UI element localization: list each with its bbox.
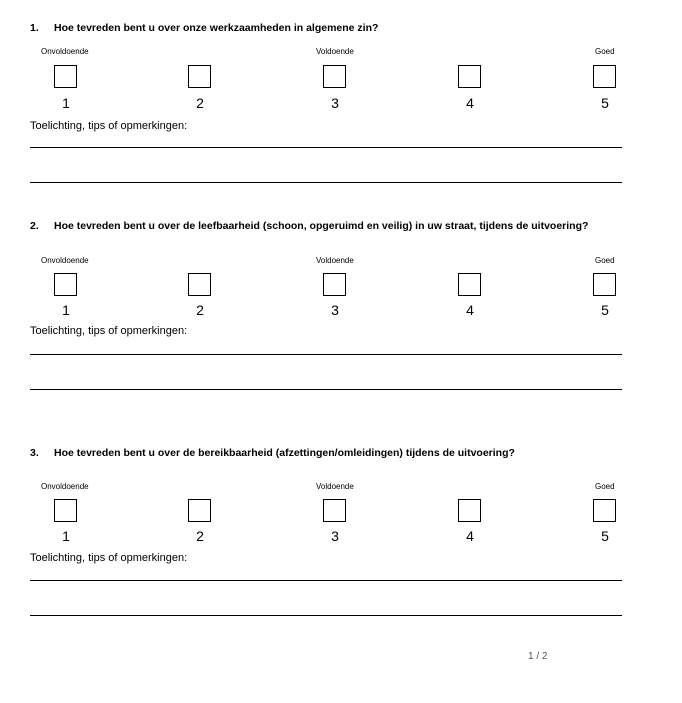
- rating-checkbox-3[interactable]: [323, 499, 346, 522]
- rating-number-1: 1: [62, 302, 70, 318]
- rating-checkbox-5[interactable]: [593, 273, 616, 296]
- anchor-low-label: Onvoldoende: [41, 47, 89, 56]
- rating-number-4: 4: [466, 95, 474, 111]
- rating-checkbox-5[interactable]: [593, 65, 616, 88]
- rating-number-4: 4: [466, 528, 474, 544]
- question-title: [30, 446, 515, 460]
- rating-checkbox-1[interactable]: [54, 65, 77, 88]
- rating-number-3: 3: [331, 302, 339, 318]
- rating-checkbox-2[interactable]: [188, 65, 211, 88]
- remark-label: Toelichting, tips of opmerkingen:: [30, 552, 188, 564]
- question-title: [30, 219, 588, 233]
- anchor-high-label: Goed: [595, 482, 615, 491]
- question-text: Hoe tevreden bent u over de bereikbaarheid (afzettingen/omleidingen) tijdens de uitvoering?: [54, 447, 515, 459]
- rating-checkbox-1[interactable]: [54, 273, 77, 296]
- question-3: [0, 446, 682, 646]
- remark-line-1[interactable]: [30, 147, 622, 148]
- question-title: [30, 21, 378, 35]
- remark-line-2[interactable]: [30, 389, 622, 390]
- question-number: 1.: [30, 22, 39, 34]
- question-number: 3.: [30, 447, 39, 459]
- rating-checkbox-2[interactable]: [188, 273, 211, 296]
- anchor-mid-label: Voldoende: [316, 256, 354, 265]
- remark-line-2[interactable]: [30, 182, 622, 183]
- rating-number-4: 4: [466, 302, 474, 318]
- rating-checkbox-3[interactable]: [323, 273, 346, 296]
- rating-number-2: 2: [196, 528, 204, 544]
- remark-line-2[interactable]: [30, 615, 622, 616]
- question-text: Hoe tevreden bent u over de leefbaarheid (schoon, opgeruimd en veilig) in uw straat, tijdens de uitvoering?: [54, 220, 589, 232]
- anchor-high-label: Goed: [595, 47, 615, 56]
- rating-number-3: 3: [331, 528, 339, 544]
- rating-number-2: 2: [196, 302, 204, 318]
- question-text: Hoe tevreden bent u over onze werkzaamheden in algemene zin?: [54, 22, 379, 34]
- rating-number-3: 3: [331, 95, 339, 111]
- rating-checkbox-4[interactable]: [458, 499, 481, 522]
- rating-number-5: 5: [601, 528, 609, 544]
- remark-line-1[interactable]: [30, 354, 622, 355]
- rating-number-1: 1: [62, 528, 70, 544]
- rating-checkbox-1[interactable]: [54, 499, 77, 522]
- page-number: 1 / 2: [528, 651, 548, 662]
- rating-checkbox-4[interactable]: [458, 273, 481, 296]
- rating-checkbox-5[interactable]: [593, 499, 616, 522]
- rating-checkbox-4[interactable]: [458, 65, 481, 88]
- rating-number-5: 5: [601, 302, 609, 318]
- anchor-high-label: Goed: [595, 256, 615, 265]
- rating-checkbox-3[interactable]: [323, 65, 346, 88]
- remark-label: Toelichting, tips of opmerkingen:: [30, 120, 188, 132]
- anchor-low-label: Onvoldoende: [41, 482, 89, 491]
- rating-checkbox-2[interactable]: [188, 499, 211, 522]
- question-1: [0, 21, 682, 221]
- question-number: 2.: [30, 220, 39, 232]
- rating-number-1: 1: [62, 95, 70, 111]
- remark-label: Toelichting, tips of opmerkingen:: [30, 325, 188, 337]
- question-2: [0, 219, 682, 419]
- anchor-mid-label: Voldoende: [316, 47, 354, 56]
- rating-number-2: 2: [196, 95, 204, 111]
- anchor-low-label: Onvoldoende: [41, 256, 89, 265]
- rating-number-5: 5: [601, 95, 609, 111]
- remark-line-1[interactable]: [30, 580, 622, 581]
- anchor-mid-label: Voldoende: [316, 482, 354, 491]
